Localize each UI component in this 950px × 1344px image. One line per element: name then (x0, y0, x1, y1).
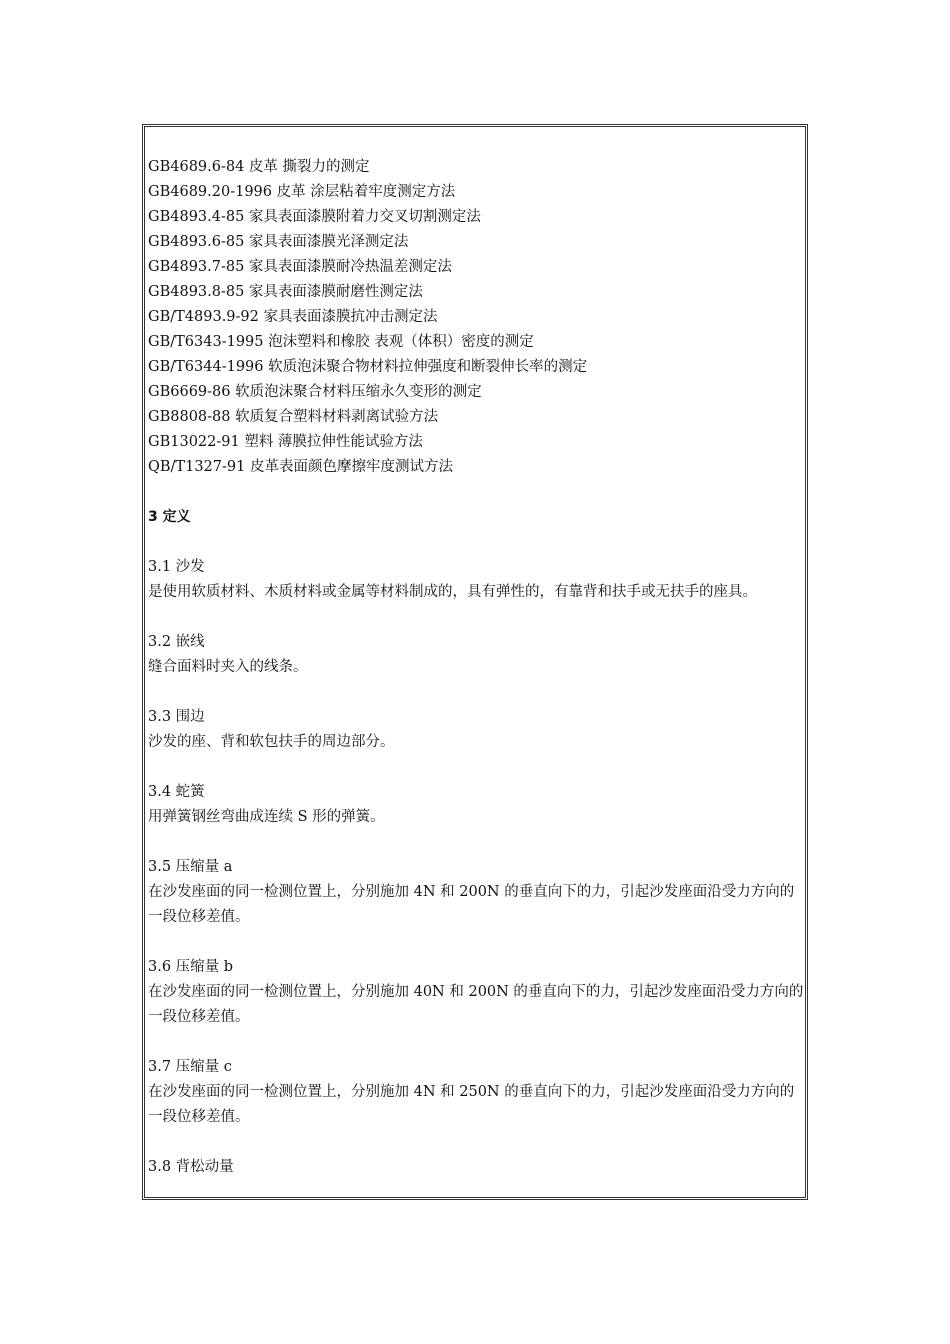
definition-text: 在沙发座面的同一检测位置上，分别施加 40N 和 200N 的垂直向下的力，引起沙发座面沿受力方向的一段位移差值。 (148, 984, 804, 1025)
standard-item: GB4893.6-85 家具表面漆膜光泽测定法 (148, 234, 409, 250)
spacer (148, 530, 804, 555)
definition-term: 3.6 压缩量 b (148, 959, 234, 975)
definition-text: 沙发的座、背和软包扶手的周边部分。 (148, 734, 395, 750)
definition-term: 3.4 蛇簧 (148, 784, 205, 800)
definition-3-1 (148, 555, 804, 605)
definition-term: 3.3 围边 (148, 709, 205, 725)
standard-item: GB4689.6-84 皮革 撕裂力的测定 (148, 159, 370, 175)
definition-3-5 (148, 855, 804, 930)
standard-item: GB6669-86 软质泡沫聚合材料压缩永久变形的测定 (148, 384, 482, 400)
document-body (148, 155, 804, 1180)
spacer (148, 1130, 804, 1155)
definition-3-6 (148, 955, 804, 1030)
standard-item: GB13022-91 塑料 薄膜拉伸性能试验方法 (148, 434, 423, 450)
definition-3-4 (148, 780, 804, 830)
definition-term: 3.7 压缩量 c (148, 1059, 232, 1075)
standard-item: GB8808-88 软质复合塑料材料剥离试验方法 (148, 409, 439, 425)
definition-term: 3.2 嵌线 (148, 634, 205, 650)
standard-item: GB4893.4-85 家具表面漆膜附着力交叉切割测定法 (148, 209, 481, 225)
standard-item: GB/T6344-1996 软质泡沫聚合物材料拉伸强度和断裂伸长率的测定 (148, 359, 588, 375)
standard-item: GB4893.8-85 家具表面漆膜耐磨性测定法 (148, 284, 423, 300)
standard-item: GB/T4893.9-92 家具表面漆膜抗冲击测定法 (148, 309, 438, 325)
standard-item: GB4689.20-1996 皮革 涂层粘着牢度测定方法 (148, 184, 456, 200)
definition-term: 3.8 背松动量 (148, 1159, 234, 1175)
spacer (148, 830, 804, 855)
definition-3-2 (148, 630, 804, 680)
spacer (148, 605, 804, 630)
standards-list (148, 155, 804, 480)
definition-text: 在沙发座面的同一检测位置上，分别施加 4N 和 200N 的垂直向下的力，引起沙发座面沿受力方向的一段位移差值。 (148, 884, 795, 925)
definition-text: 缝合面料时夹入的线条。 (148, 659, 308, 675)
section-heading: 3 定义 (148, 509, 191, 525)
spacer (148, 480, 804, 505)
page-frame (142, 124, 808, 1200)
standard-item: QB/T1327-91 皮革表面颜色摩擦牢度测试方法 (148, 459, 453, 475)
spacer (148, 930, 804, 955)
spacer (148, 755, 804, 780)
definition-term: 3.5 压缩量 a (148, 859, 233, 875)
spacer (148, 1030, 804, 1055)
definition-text: 用弹簧钢丝弯曲成连续 S 形的弹簧。 (148, 809, 385, 825)
definition-3-7 (148, 1055, 804, 1130)
definition-text: 是使用软质材料、木质材料或金属等材料制成的，具有弹性的，有靠背和扶手或无扶手的座具。 (148, 584, 757, 600)
definition-term: 3.1 沙发 (148, 559, 205, 575)
standard-item: GB/T6343-1995 泡沫塑料和橡胶 表观（体积）密度的测定 (148, 334, 534, 350)
definition-3-3 (148, 705, 804, 755)
spacer (148, 680, 804, 705)
standard-item: GB4893.7-85 家具表面漆膜耐冷热温差测定法 (148, 259, 452, 275)
definition-text: 在沙发座面的同一检测位置上，分别施加 4N 和 250N 的垂直向下的力，引起沙发座面沿受力方向的一段位移差值。 (148, 1084, 795, 1125)
